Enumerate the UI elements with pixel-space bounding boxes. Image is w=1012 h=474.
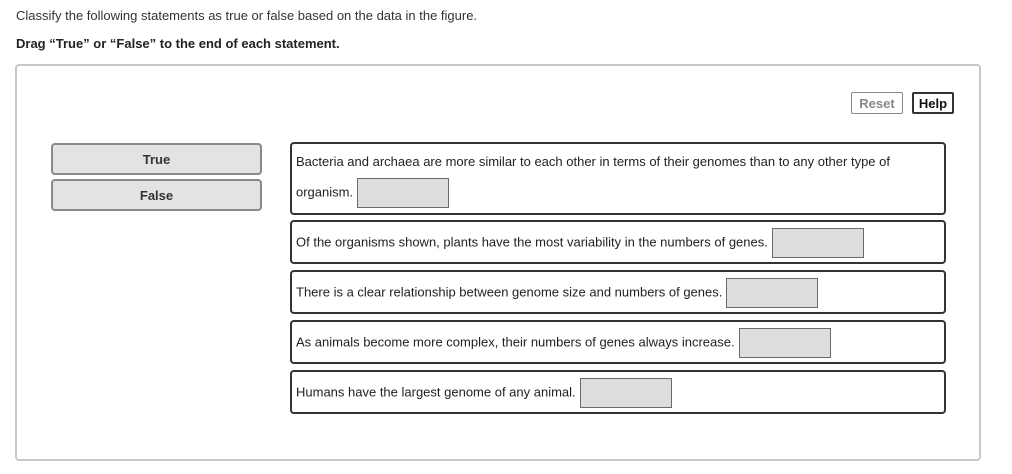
statement-2-text: Of the organisms shown, plants have the most variability in the numbers of genes.	[296, 234, 768, 250]
instruction-text: Classify the following statements as true or false based on the data in the figure.	[16, 8, 478, 23]
statement-1-line2	[296, 178, 940, 208]
reset-button[interactable]: Reset	[851, 92, 903, 114]
activity-panel	[15, 64, 981, 461]
drop-target-5[interactable]	[580, 378, 672, 408]
drag-instruction: Drag “True” or “False” to the end of each statement.	[16, 36, 340, 51]
true-tile[interactable]: True	[51, 143, 262, 175]
statement-1-text-line2: organism.	[296, 184, 354, 200]
false-tile[interactable]: False	[51, 179, 262, 211]
drop-target-4[interactable]	[739, 328, 831, 358]
statement-2	[290, 220, 946, 264]
statement-5-text: Humans have the largest genome of any animal.	[296, 384, 576, 400]
statement-5	[290, 370, 946, 414]
statement-3	[290, 270, 946, 314]
statement-1	[290, 142, 946, 215]
drop-target-2[interactable]	[772, 228, 864, 258]
statement-4	[290, 320, 946, 364]
drop-target-1[interactable]	[357, 178, 449, 208]
statement-4-text: As animals become more complex, their numbers of genes always increase.	[296, 334, 735, 350]
statement-1-text-line1: Bacteria and archaea are more similar to each other in terms of their genomes than to any other type of	[296, 154, 890, 169]
statement-3-text: There is a clear relationship between genome size and numbers of genes.	[296, 284, 723, 300]
help-button[interactable]: Help	[912, 92, 954, 114]
drop-target-3[interactable]	[726, 278, 818, 308]
